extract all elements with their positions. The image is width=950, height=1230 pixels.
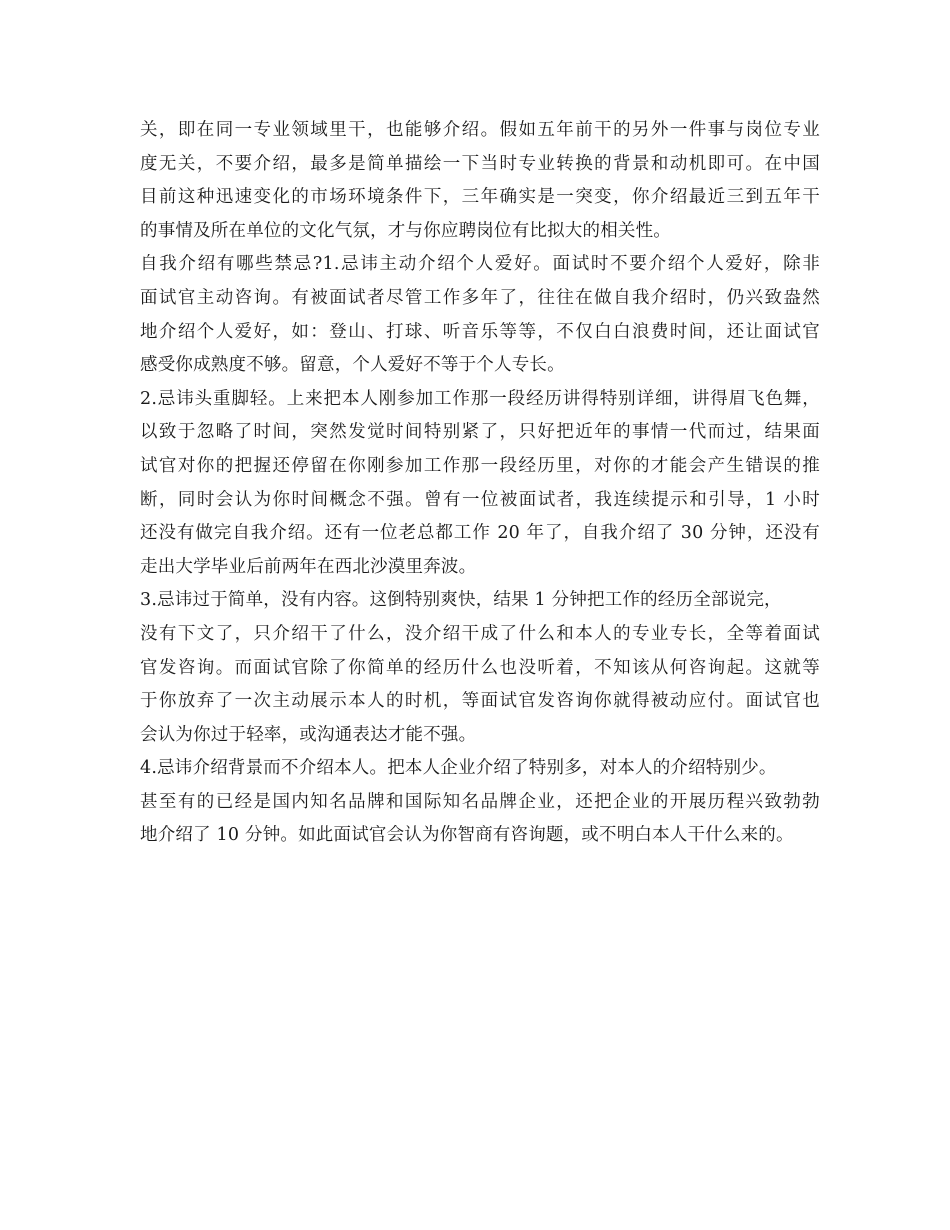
text-line: 地介绍个人爱好，如：登山、打球、听音乐等等，不仅白白浪费时间，还让面试官 [140, 321, 820, 342]
text-line: 没有下文了，只介绍干了什么，没介绍干成了什么和本人的专业专长，全等着面试 [140, 623, 820, 644]
text-line: 试官对你的把握还停留在你刚参加工作那一段经历里，对你的才能会产生错误的推 [140, 455, 820, 476]
text-line: 面试官主动咨询。有被面试者尽管工作多年了，往往在做自我介绍时，仍兴致盎然 [140, 287, 820, 308]
text-line: 感受你成熟度不够。留意，个人爱好不等于个人专长。 [140, 355, 565, 376]
text-line: 地介绍了 10 分钟。如此面试官会认为你智商有咨询题，或不明白本人干什么来的。 [140, 825, 794, 846]
text-line: 以致于忽略了时间，突然发觉时间特别紧了，只好把近年的事情一代而过，结果面 [140, 422, 820, 443]
text-line: 断，同时会认为你时间概念不强。曾有一位被面试者，我连续提示和引导，1 小时 [140, 489, 820, 510]
text-line: 4.忌讳介绍背景而不介绍本人。把本人企业介绍了特别多，对本人的介绍特别少。 [140, 758, 777, 779]
text-line: 会认为你过于轻率，或沟通表达才能不强。 [140, 724, 477, 745]
text-line: 度无关，不要介绍，最多是简单描绘一下当时专业转换的背景和动机即可。在中国 [140, 153, 820, 174]
text-line: 官发咨询。而面试官除了你简单的经历什么也没听着，不知该从何咨询起。这就等 [140, 657, 820, 678]
text-line: 于你放弃了一次主动展示本人的时机，等面试官发咨询你就得被动应付。面试官也 [140, 691, 820, 712]
text-line: 2.忌讳头重脚轻。上来把本人刚参加工作那一段经历讲得特别详细，讲得眉飞色舞， [140, 388, 820, 409]
paragraph-taboo-2 [140, 383, 820, 585]
text-line: 的事情及所在单位的文化气氛，才与你应聘岗位有比拟大的相关性。 [140, 220, 671, 241]
text-line: 目前这种迅速变化的市场环境条件下，三年确实是一突变，你介绍最近三到五年干 [140, 187, 820, 208]
paragraph-continuation [140, 114, 820, 248]
text-line: 3.忌讳过于简单，没有内容。这倒特别爽快，结果 1 分钟把工作的经历全部说完， [140, 590, 782, 611]
paragraph-taboo-3 [140, 584, 820, 752]
text-line: 还没有做完自我介绍。还有一位老总都工作 20 年了，自我介绍了 30 分钟，还没有 [140, 523, 820, 544]
paragraph-taboo-4 [140, 752, 820, 853]
document-body [140, 114, 820, 853]
text-line: 自我介绍有哪些禁忌?1.忌讳主动介绍个人爱好。面试时不要介绍个人爱好，除非 [140, 254, 820, 275]
text-line: 走出大学毕业后前两年在西北沙漠里奔波。 [140, 556, 477, 577]
text-line: 关，即在同一专业领域里干，也能够介绍。假如五年前干的另外一件事与岗位专业 [140, 120, 820, 140]
text-line: 甚至有的已经是国内知名品牌和国际知名品牌企业，还把企业的开展历程兴致勃勃 [140, 791, 820, 812]
paragraph-taboos-intro [140, 248, 820, 382]
